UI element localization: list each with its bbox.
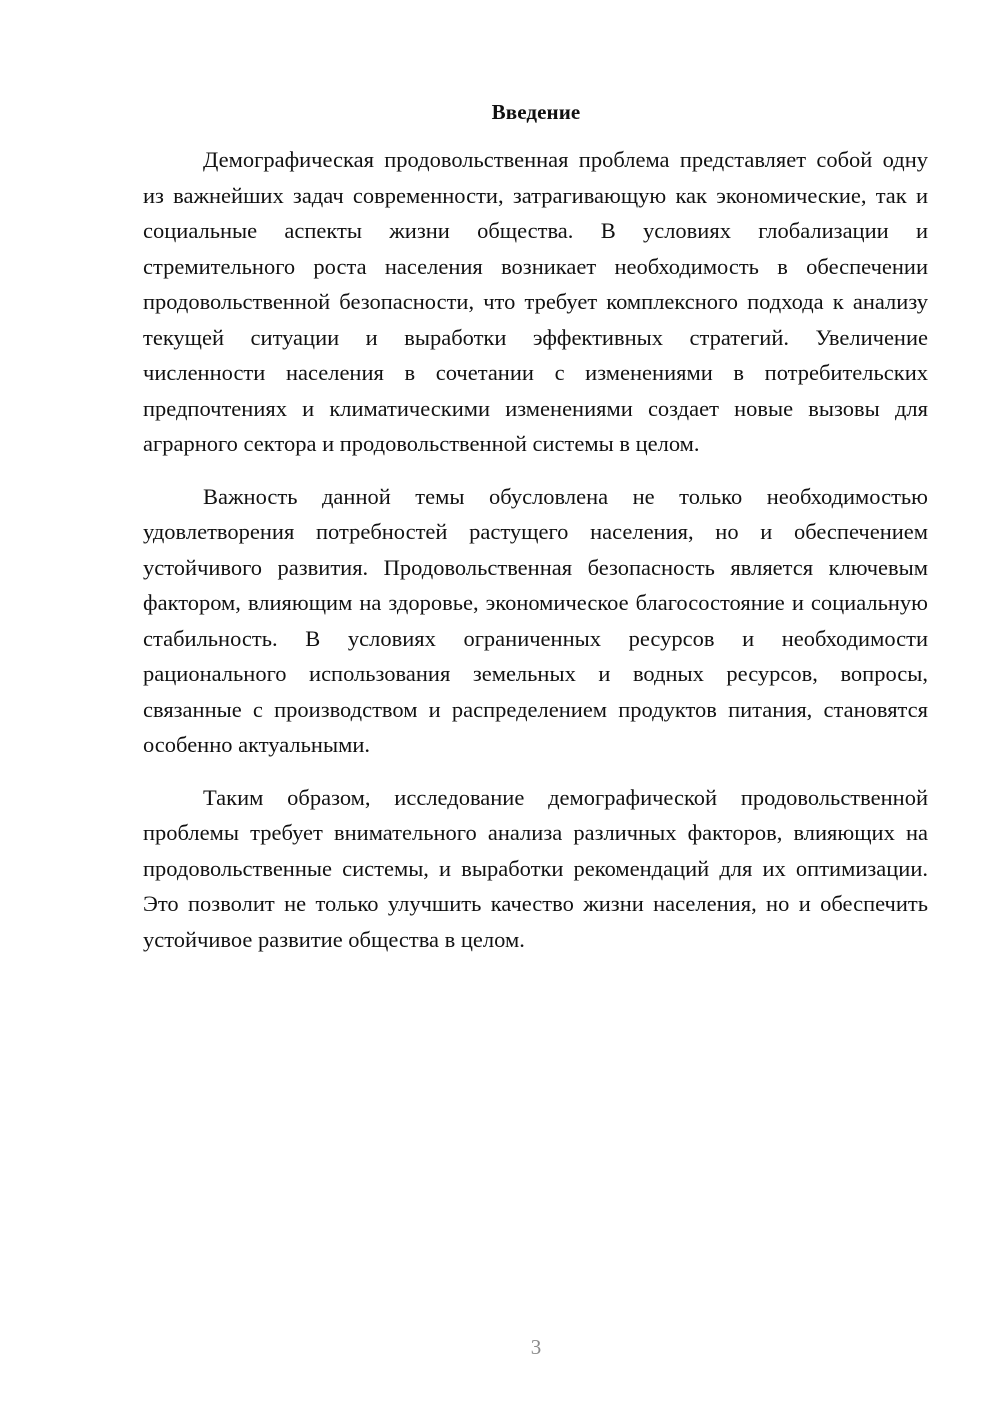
paragraph-1: Демографическая продовольственная проблема представляет собой одну из важнейших задач современности, затрагивающую как экономические, так и социальные аспекты жизни общества. В условиях глобализации и стремительного роста населения возникает необходимость в обеспечении продовольственной безопасности, что требует комплексного подхода к анализу текущей ситуации и выработки эффективных стратегий. Увеличение численности населения в сочетании с изменениями в потребительских предпочтениях и климатическими изменениями создает новые вызовы для аграрного сектора и продовольственной системы в целом. [143, 147, 928, 456]
body-text [143, 142, 928, 957]
page-number: 3 [530, 1335, 542, 1359]
paragraph-2: Важность данной темы обусловлена не только необходимостью удовлетворения потребностей растущего населения, но и обеспечением устойчивого развития. Продовольственная безопасность является ключевым фактором, влияющим на здоровье, экономическое благосостояние и социальную стабильность. В условиях ограниченных ресурсов и необходимости рационального использования земельных и водных ресурсов, вопросы, связанные с производством и распределением продуктов питания, становятся особенно актуальными. [143, 483, 928, 757]
section-heading: Введение [491, 100, 581, 124]
paragraph-3: Таким образом, исследование демографической продовольственной проблемы требует внимательного анализа различных факторов, влияющих на продовольственные системы, и выработки рекомендаций для их оптимизации. Это позволит не только улучшить качество жизни населения, но и обеспечить устойчивое развитие общества в целом. [143, 784, 928, 952]
